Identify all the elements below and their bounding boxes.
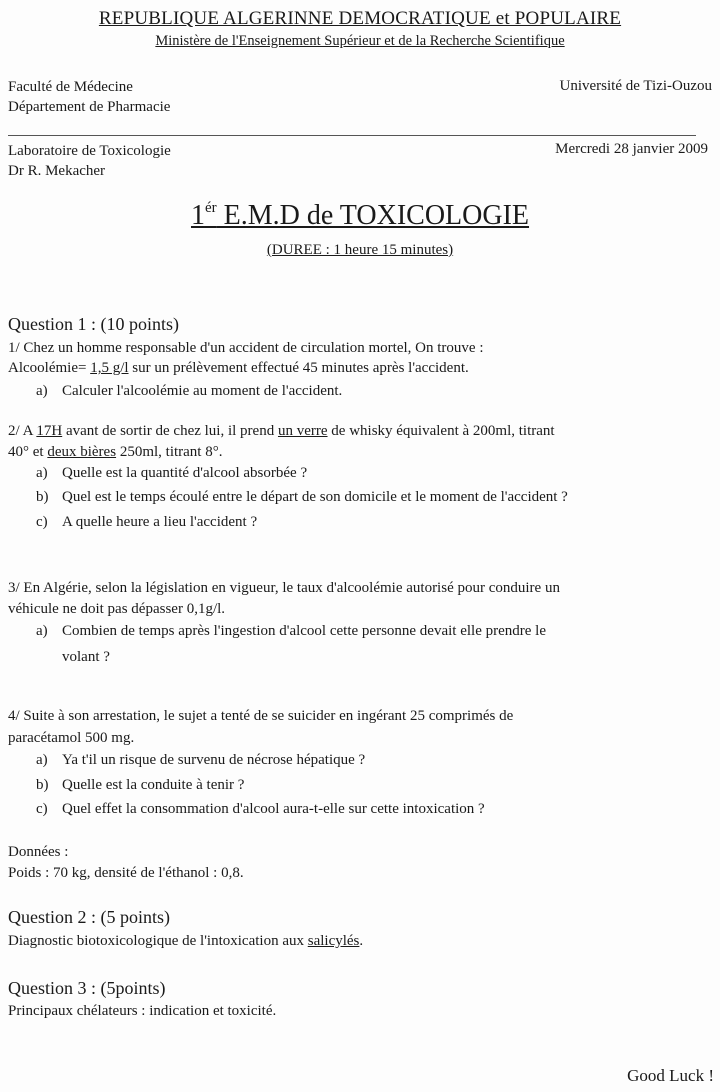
q1-p1-item-a xyxy=(36,383,342,400)
q1-heading: Question 1 : (10 points) xyxy=(8,314,179,334)
q1-p2-line2-a: 40° et xyxy=(8,444,48,460)
q1-p4-item-a xyxy=(36,752,365,769)
q1-p4-item-c xyxy=(36,801,485,818)
item-label: b) xyxy=(36,777,49,793)
q1-p4-item-b xyxy=(36,777,244,794)
q2-text-pre: Diagnostic biotoxicologique de l'intoxication aux xyxy=(8,933,308,949)
q1-p2-line1-underlined-2: un verre xyxy=(277,423,328,439)
q3-text: Principaux chélateurs : indication et toxicité. xyxy=(8,1003,277,1019)
q1-p2-line1-b: avant de sortir de chez lui, il prend xyxy=(62,423,278,439)
q2-text xyxy=(8,933,363,950)
q1-data-text: Poids : 70 kg, densité de l'éthanol : 0,8. xyxy=(8,865,244,881)
q1-p1-line2-underlined: 1,5 g/l xyxy=(90,360,129,376)
item-text: Ya t'il un risque de survenu de nécrose hépatique ? xyxy=(62,752,366,768)
exam-title xyxy=(0,200,720,232)
q1-p1-line1: 1/ Chez un homme responsable d'un accident de circulation mortel, On trouve : xyxy=(8,340,484,356)
q1-p2-line1 xyxy=(8,423,555,440)
q1-p4-line2: paracétamol 500 mg. xyxy=(8,730,135,746)
item-label: b) xyxy=(36,489,49,505)
q1-p2-item-a xyxy=(36,465,307,482)
item-text: Combien de temps après l'ingestion d'alcool cette personne devait elle prendre le xyxy=(62,623,546,639)
item-label: c) xyxy=(36,514,48,530)
q1-data-label: Données : xyxy=(8,844,69,860)
q1-p1-line2-pre: Alcoolémie= xyxy=(8,360,91,376)
item-text: Quelle est la quantité d'alcool absorbée ? xyxy=(62,465,308,481)
item-label: a) xyxy=(36,383,48,399)
q1-p2-line1-c: de whisky équivalent à 200ml, titrant xyxy=(327,423,555,439)
lab-name: Laboratoire de Toxicologie xyxy=(8,143,171,159)
title-text: E.M.D de TOXICOLOGIE xyxy=(216,200,530,231)
title-number: 1 xyxy=(190,200,205,231)
header-divider xyxy=(8,135,696,136)
item-label: a) xyxy=(36,465,48,481)
q1-p2-line2-b: 250ml, titrant 8°. xyxy=(116,444,223,460)
university: Université de Tizi-Ouzou xyxy=(559,78,712,94)
q1-p1-line2-post: sur un prélèvement effectué 45 minutes après l'accident. xyxy=(128,360,469,376)
item-text: Quel effet la consommation d'alcool aura-t-elle sur cette intoxication ? xyxy=(62,801,485,817)
ministry-title: Ministère de l'Enseignement Supérieur et de la Recherche Scientifique xyxy=(155,33,565,49)
item-text: Quel est le temps écoulé entre le départ de son domicile et le moment de l'accident ? xyxy=(62,489,568,505)
q2-text-underlined: salicylés xyxy=(307,933,360,949)
q1-p2-line2-underlined: deux bières xyxy=(47,444,117,460)
q1-p3-line2: véhicule ne doit pas dépasser 0,1g/l. xyxy=(8,601,226,617)
item-text: Quelle est la conduite à tenir ? xyxy=(62,777,245,793)
q1-p1-line2 xyxy=(8,360,469,377)
q1-p2-item-b xyxy=(36,489,568,506)
item-label: a) xyxy=(36,752,48,768)
q1-p2-item-c xyxy=(36,514,257,531)
republic-title: REPUBLIQUE ALGERINNE DEMOCRATIQUE et POPULAIRE xyxy=(98,8,622,29)
item-label: a) xyxy=(36,623,48,639)
q2-text-post: . xyxy=(359,933,364,949)
q1-p4-line1: 4/ Suite à son arrestation, le sujet a tenté de se suicider en ingérant 25 comprimés de xyxy=(8,708,514,724)
q1-p3-item-a xyxy=(36,623,546,640)
q1-p2-line2 xyxy=(8,444,222,461)
q1-p3-line1: 3/ En Algérie, selon la législation en vigueur, le taux d'alcoolémie autorisé pour conduire un xyxy=(8,580,560,596)
item-label: c) xyxy=(36,801,48,817)
exam-date: Mercredi 28 janvier 2009 xyxy=(555,141,708,157)
department: Département de Pharmacie xyxy=(8,99,171,115)
q2-heading: Question 2 : (5 points) xyxy=(8,907,170,927)
q3-heading: Question 3 : (5points) xyxy=(8,978,166,998)
item-text: Calculer l'alcoolémie au moment de l'accident. xyxy=(62,383,343,399)
q1-p2-line1-a: 2/ A xyxy=(8,423,37,439)
title-superscript: ér xyxy=(204,200,217,216)
teacher-name: Dr R. Mekacher xyxy=(8,163,106,179)
q1-p2-line1-underlined-1: 17H xyxy=(36,423,63,439)
good-luck: Good Luck ! xyxy=(627,1066,714,1085)
item-text: A quelle heure a lieu l'accident ? xyxy=(62,514,258,530)
q1-p3-item-a-cont: volant ? xyxy=(62,649,110,665)
faculty: Faculté de Médecine xyxy=(8,79,133,95)
exam-duration: (DUREE : 1 heure 15 minutes) xyxy=(266,242,454,258)
